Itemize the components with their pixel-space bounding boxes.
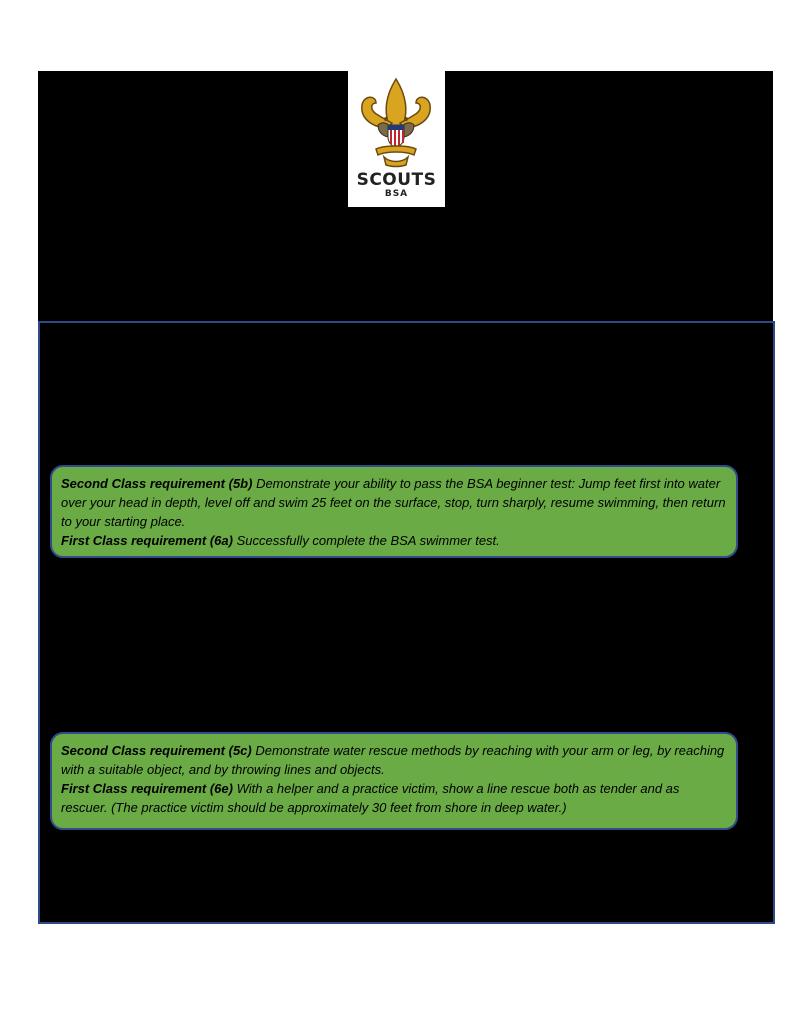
requirement-box-swim-tests bbox=[50, 465, 738, 558]
requirements-panel bbox=[38, 321, 775, 924]
scouts-bsa-logo bbox=[348, 71, 445, 207]
requirement-text: With a helper and a practice victim, show a line rescue both as tender and as rescuer. (The practice victim should be approximately 30 feet from shore in deep water.) bbox=[61, 781, 680, 815]
logo-subtext: BSA bbox=[384, 189, 409, 199]
requirement-item bbox=[61, 741, 729, 779]
header-panel bbox=[38, 71, 773, 321]
requirement-item bbox=[61, 531, 729, 550]
requirement-label: First Class requirement (6a) bbox=[61, 533, 233, 548]
requirement-label: First Class requirement (6e) bbox=[61, 781, 233, 796]
requirement-text: Successfully complete the BSA swimmer test. bbox=[232, 533, 500, 548]
logo-wordmark: SCOUTS bbox=[356, 170, 437, 190]
requirement-text: Demonstrate water rescue methods by reaching with your arm or leg, by reaching with a suitable object, and by throwing lines and objects. bbox=[61, 743, 725, 777]
requirement-box-water-rescue bbox=[50, 732, 738, 830]
requirement-text: Demonstrate your ability to pass the BSA beginner test: Jump feet first into water over your head in depth, level off and swim 25 feet on the surface, stop, turn sharply, resume swimming, then return to your starting place. bbox=[61, 476, 726, 529]
requirement-item bbox=[61, 779, 729, 817]
requirement-item bbox=[61, 474, 729, 531]
requirement-label: Second Class requirement (5c) bbox=[61, 743, 252, 758]
fleur-de-lis-eagle-icon bbox=[356, 77, 437, 169]
requirement-label: Second Class requirement (5b) bbox=[61, 476, 253, 491]
